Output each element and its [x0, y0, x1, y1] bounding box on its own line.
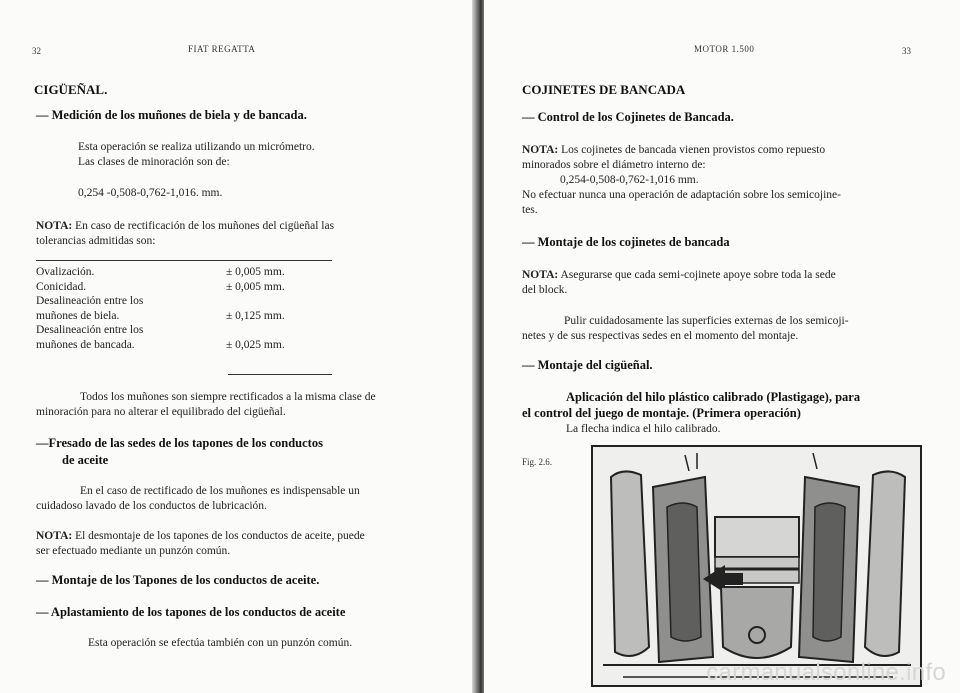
- nota-text: El desmontaje de los tapones de los conductos de aceite, puede: [75, 530, 365, 542]
- tolerance-value: ± 0,025 mm.: [226, 338, 285, 351]
- tolerance-row: [36, 309, 285, 324]
- tolerance-row: [36, 294, 285, 309]
- nota-label: NOTA:: [522, 269, 559, 281]
- divider: [228, 374, 332, 375]
- subsection-heading: — Montaje del cigüeñal.: [522, 358, 653, 372]
- figure-label: Fig. 2.6.: [522, 457, 553, 467]
- tolerance-table: [36, 265, 285, 352]
- tolerance-row: [36, 323, 285, 338]
- tolerance-row: [36, 280, 285, 295]
- tolerance-label: Desalineación entre los: [36, 324, 144, 336]
- figure-caption: La flecha indica el hilo calibrado.: [566, 423, 721, 435]
- nota-text: del block.: [522, 284, 568, 296]
- paragraph-line: En el caso de rectificado de los muñones es indispensable un: [80, 485, 360, 497]
- tolerance-value: ± 0,005 mm.: [226, 280, 285, 293]
- crankshaft-illustration: [593, 447, 920, 685]
- nota-label: NOTA:: [36, 530, 73, 542]
- paragraph-line: Todos los muñones son siempre rectificados a la misma clase de: [80, 391, 376, 403]
- section-title: CIGÜEÑAL.: [34, 82, 108, 97]
- nota-text: Asegurarse que cada semi-cojinete apoye sobre toda la sede: [560, 269, 836, 281]
- nota-text: minorados sobre el diámetro interno de:: [522, 159, 706, 171]
- subsection-heading: — Control de los Cojinetes de Bancada.: [522, 110, 734, 124]
- tolerance-value: ± 0,005 mm.: [226, 266, 285, 278]
- subsection-heading: de aceite: [62, 453, 109, 467]
- paragraph-line: Las clases de minoración son de:: [78, 156, 230, 168]
- paragraph-line: minoración para no alterar el equilibrado del cigüeñal.: [36, 406, 286, 418]
- page-number: 32: [32, 46, 41, 56]
- nota-label: NOTA:: [36, 220, 73, 232]
- nota-text: En caso de rectificación de los muñones del cigüeñal las: [75, 220, 335, 232]
- page-number: 33: [902, 46, 911, 56]
- subsection-heading: —Fresado de las sedes de los tapones de los conductos: [36, 436, 323, 450]
- subsection-heading: — Aplastamiento de los tapones de los conductos de aceite: [36, 605, 346, 619]
- tolerance-label: Conicidad.: [36, 280, 87, 293]
- left-page: [0, 0, 476, 693]
- tolerance-label: Ovalización.: [36, 266, 95, 278]
- paragraph-line: cuidadoso lavado de los conductos de lubricación.: [36, 500, 267, 512]
- divider: [36, 260, 332, 261]
- nota-text: tolerancias admitidas son:: [36, 235, 156, 247]
- nota-line: [522, 143, 825, 158]
- nota-label: NOTA:: [522, 144, 559, 156]
- subsection-heading: Aplicación del hilo plástico calibrado (Plastigage), para: [566, 390, 861, 404]
- nota-text: ser efectuado mediante un punzón común.: [36, 545, 231, 557]
- paragraph-line: netes y de sus respectivas sedes en el momento del montaje.: [522, 330, 799, 342]
- nota-text: Los cojinetes de bancada vienen provistos como repuesto: [561, 144, 826, 156]
- tolerance-label: muñones de bancada.: [36, 338, 135, 351]
- section-title: COJINETES DE BANCADA: [522, 82, 686, 97]
- tolerance-value: [226, 294, 285, 309]
- running-header: FIAT REGATTA: [188, 44, 256, 54]
- tolerance-label: muñones de biela.: [36, 309, 120, 322]
- crankshaft-figure: [591, 445, 922, 687]
- values-line: 0,254-0,508-0,762-1,016 mm.: [560, 174, 699, 186]
- nota-line: [522, 268, 836, 283]
- tolerance-value: ± 0,125 mm.: [226, 309, 285, 322]
- subsection-heading: el control del juego de montaje. (Primera operación): [522, 406, 801, 420]
- paragraph-line: Pulir cuidadosamente las superficies externas de los semicoji-: [564, 315, 849, 327]
- paragraph-line: Esta operación se efectúa también con un punzón común.: [88, 637, 353, 649]
- subsection-heading: — Montaje de los Tapones de los conductos de aceite.: [36, 573, 320, 587]
- nota-line: [36, 219, 334, 234]
- tolerance-label: Desalineación entre los: [36, 295, 144, 307]
- running-header: MOTOR 1.500: [694, 44, 755, 54]
- tolerance-value: [226, 323, 285, 338]
- watermark: carmanualsonline.info: [706, 659, 946, 686]
- values-line: 0,254 -0,508-0,762-1,016. mm.: [78, 187, 223, 199]
- tolerance-row: [36, 338, 285, 353]
- paragraph-line: tes.: [522, 204, 538, 216]
- subsection-heading: — Medición de los muñones de biela y de bancada.: [36, 108, 307, 122]
- paragraph-line: No efectuar nunca una operación de adaptación sobre los semicojine-: [522, 189, 841, 201]
- paragraph-line: Esta operación se realiza utilizando un micrómetro.: [78, 141, 315, 153]
- nota-line: [36, 529, 365, 544]
- tolerance-row: [36, 265, 285, 280]
- subsection-heading: — Montaje de los cojinetes de bancada: [522, 235, 730, 249]
